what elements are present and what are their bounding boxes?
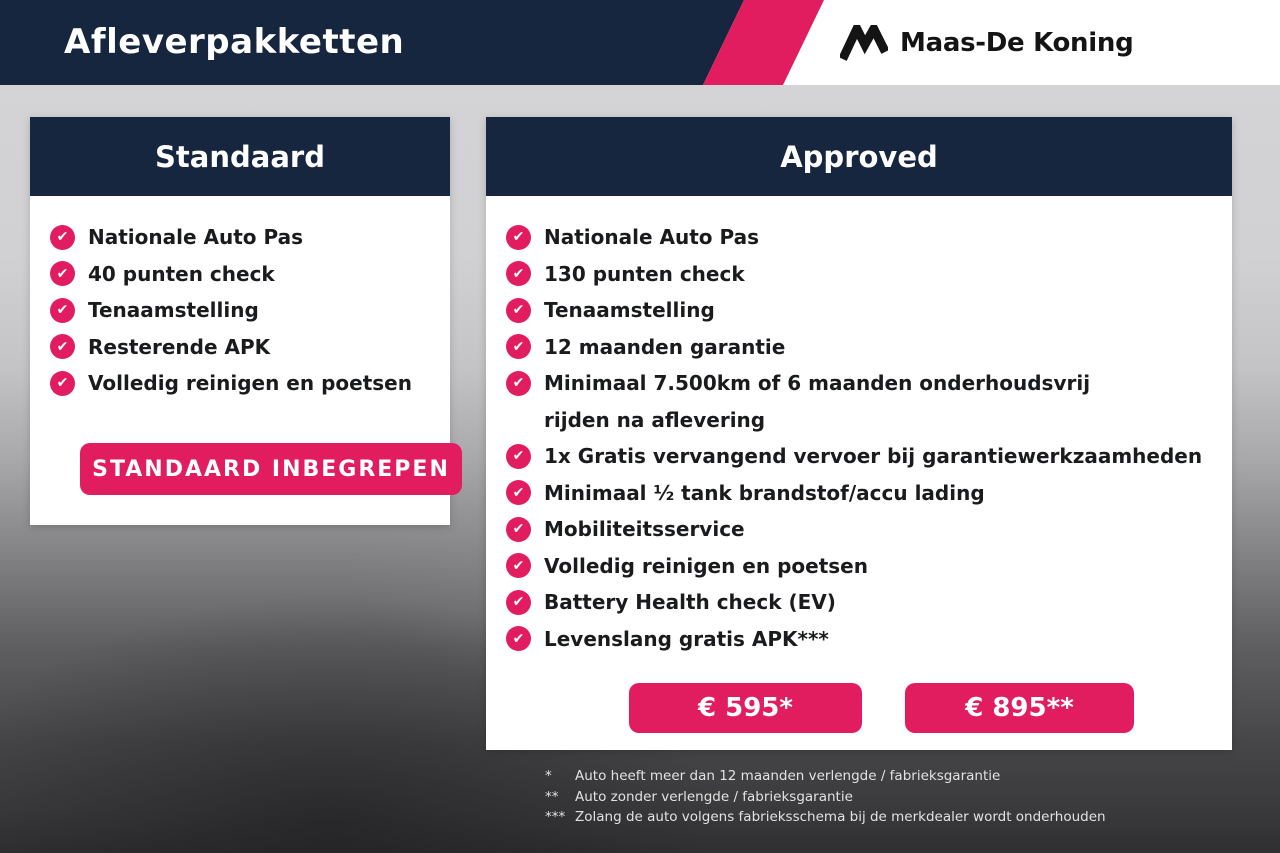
- list-item: [506, 365, 1214, 402]
- list-item-label: Minimaal ½ tank brandstof/accu lading: [544, 480, 985, 505]
- check-icon: ✔: [50, 225, 75, 250]
- list-item-label: 1x Gratis vervangend vervoer bij garantiewerkzaamheden: [544, 444, 1203, 469]
- check-icon: ✔: [506, 444, 531, 469]
- list-item-continuation: [506, 402, 1214, 439]
- card-standard-title: Standaard: [30, 117, 450, 196]
- check-icon: ✔: [506, 517, 531, 542]
- list-item-label: 40 punten check: [88, 261, 275, 286]
- list-item: [50, 256, 432, 293]
- list-item-label: Volledig reinigen en poetsen: [544, 553, 868, 578]
- check-icon: ✔: [506, 225, 531, 250]
- check-icon: ✔: [50, 298, 75, 323]
- check-icon: ✔: [506, 626, 531, 651]
- list-item-label: Volledig reinigen en poetsen: [88, 371, 412, 396]
- check-icon: ✔: [506, 298, 531, 323]
- check-icon: ✔: [50, 371, 75, 396]
- brand-name: Maas-De Koning: [900, 27, 1134, 58]
- footnote-text: Auto heeft meer dan 12 maanden verlengde / fabrieksgarantie: [575, 768, 1001, 784]
- list-item-label: Resterende APK: [88, 334, 271, 359]
- brand-m-icon: [840, 25, 888, 61]
- list-item: [506, 438, 1214, 475]
- footnote-text: Zolang de auto volgens fabrieksschema bij de merkdealer wordt onderhouden: [575, 809, 1106, 825]
- list-item-label: Tenaamstelling: [544, 298, 715, 323]
- footnote-marker: *: [545, 768, 552, 784]
- footnotes: [545, 766, 1106, 828]
- price-595-button[interactable]: € 595*: [629, 683, 862, 733]
- footnote: [545, 807, 1106, 828]
- list-item: [50, 329, 432, 366]
- list-item-label: Mobiliteitsservice: [544, 517, 745, 542]
- list-item: [506, 511, 1214, 548]
- check-icon: ✔: [506, 590, 531, 615]
- list-item: [506, 584, 1214, 621]
- list-item: [506, 621, 1214, 658]
- list-item: [50, 219, 432, 256]
- footnote-text: Auto zonder verlengde / fabrieksgarantie: [575, 788, 853, 805]
- footnote: [545, 766, 1106, 787]
- list-item-label: 12 maanden garantie: [544, 334, 786, 359]
- list-item-label: Nationale Auto Pas: [88, 225, 304, 250]
- list-item-label: Battery Health check (EV): [544, 590, 836, 615]
- price-895-button[interactable]: € 895**: [905, 683, 1134, 733]
- page-title: Afleverpakketten: [64, 22, 405, 62]
- brand-logo: [840, 0, 1133, 85]
- list-item: [506, 219, 1214, 256]
- check-icon: ✔: [506, 261, 531, 286]
- approved-list: [486, 196, 1232, 657]
- footnote-marker: ***: [545, 809, 566, 825]
- list-item: [506, 329, 1214, 366]
- list-item: [506, 475, 1214, 512]
- list-item-label: Nationale Auto Pas: [544, 225, 760, 250]
- list-item-label: Levenslang gratis APK***: [544, 626, 829, 651]
- list-item: [506, 292, 1214, 329]
- check-icon: ✔: [506, 371, 531, 396]
- card-approved-title: Approved: [486, 117, 1232, 196]
- list-item-label: Minimaal 7.500km of 6 maanden onderhoudsvrij: [544, 371, 1091, 396]
- list-item: [50, 292, 432, 329]
- card-approved: [486, 117, 1232, 750]
- standard-list: [30, 196, 450, 402]
- check-icon: ✔: [506, 480, 531, 505]
- check-icon: ✔: [506, 553, 531, 578]
- footnote-marker: **: [545, 788, 559, 805]
- check-icon: ✔: [506, 334, 531, 359]
- list-item-label: Tenaamstelling: [88, 298, 259, 323]
- list-item-label: 130 punten check: [544, 261, 745, 286]
- check-icon: ✔: [50, 334, 75, 359]
- top-header: [0, 0, 1280, 85]
- check-icon: ✔: [50, 261, 75, 286]
- list-item-label: rijden na aflevering: [544, 407, 766, 432]
- card-standard: [30, 117, 450, 525]
- standard-included-button[interactable]: STANDAARD INBEGREPEN: [80, 443, 462, 495]
- list-item: [50, 365, 432, 402]
- list-item: [506, 548, 1214, 585]
- footnote: [545, 787, 1106, 808]
- list-item: [506, 256, 1214, 293]
